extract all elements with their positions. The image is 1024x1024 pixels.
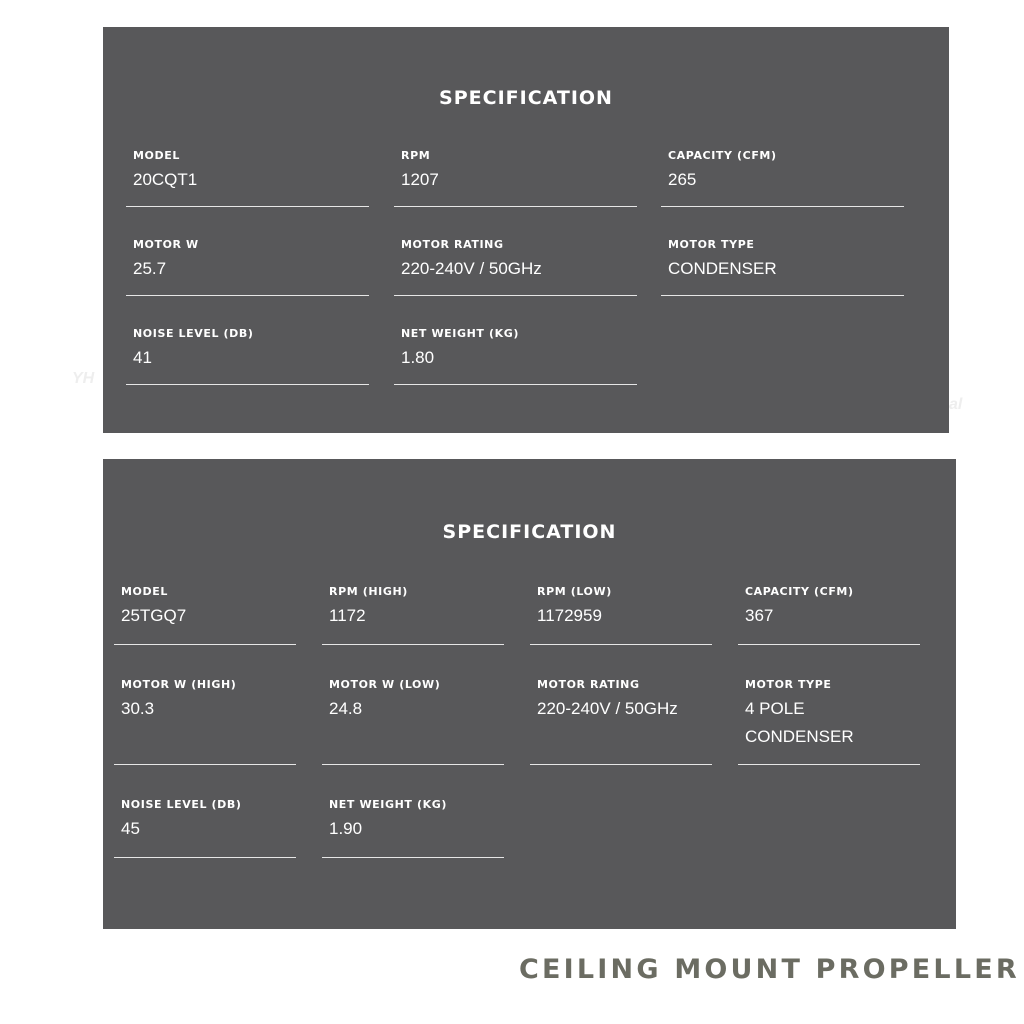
spec-value: 220-240V / 50GHz (537, 699, 678, 718)
spec-value: 25TGQ7 (121, 606, 187, 625)
spec-value: 25.7 (133, 259, 167, 278)
spec-label: MODEL (133, 149, 180, 162)
spec-label: MOTOR RATING (537, 678, 640, 691)
spec-rpm-high (322, 585, 504, 645)
spec-value: 1.90 (329, 819, 363, 838)
spec-label: NOISE LEVEL (DB) (133, 327, 254, 340)
spec-label: MOTOR W (LOW) (329, 678, 441, 691)
spec-label: MOTOR W (HIGH) (121, 678, 237, 691)
spec-rpm-low (530, 585, 712, 645)
spec-value: 1207 (401, 170, 439, 189)
spec-label: MOTOR TYPE (668, 238, 755, 251)
spec-value: 4 POLE (745, 699, 805, 718)
spec-motor-type (738, 678, 920, 765)
spec-label: MODEL (121, 585, 168, 598)
spec-value: 45 (121, 819, 140, 838)
spec-capacity (738, 585, 920, 645)
spec-motor-type (661, 238, 904, 296)
spec-net-weight (322, 798, 504, 858)
specification-panel-1 (103, 27, 949, 433)
spec-value: 24.8 (329, 699, 363, 718)
spec-capacity (661, 149, 904, 207)
spec-value: 1172 (329, 606, 366, 625)
footer-title: CEILING MOUNT PROPELLER (519, 954, 1020, 985)
panel-title: SPECIFICATION (439, 87, 613, 109)
panel-title: SPECIFICATION (442, 521, 617, 543)
spec-model (126, 149, 369, 207)
spec-value: 20CQT1 (133, 170, 198, 189)
spec-motor-w-high (114, 678, 296, 765)
spec-model (114, 585, 296, 645)
spec-label: NOISE LEVEL (DB) (121, 798, 242, 811)
spec-motor-rating (530, 678, 712, 765)
spec-value: 41 (133, 348, 152, 367)
spec-label: CAPACITY (CFM) (668, 149, 777, 162)
spec-value-line-2: CONDENSER (745, 727, 854, 746)
spec-label: MOTOR RATING (401, 238, 504, 251)
spec-label: RPM (401, 149, 431, 162)
spec-label: MOTOR TYPE (745, 678, 832, 691)
specification-panel-2 (103, 459, 956, 929)
spec-motor-rating (394, 238, 637, 296)
spec-label: RPM (LOW) (537, 585, 612, 598)
spec-value: 30.3 (121, 699, 155, 718)
spec-value: CONDENSER (668, 259, 777, 278)
spec-label: NET WEIGHT (KG) (329, 798, 447, 811)
spec-motor-w (126, 238, 369, 296)
spec-value: 1172959 (537, 606, 602, 625)
spec-label: RPM (HIGH) (329, 585, 408, 598)
watermark-left: YH (72, 370, 95, 387)
spec-value: 1.80 (401, 348, 435, 367)
spec-value: 265 (668, 170, 697, 189)
spec-net-weight (394, 327, 637, 385)
spec-noise-level (114, 798, 296, 858)
watermark-right: al (949, 396, 963, 413)
spec-noise-level (126, 327, 369, 385)
spec-motor-w-low (322, 678, 504, 765)
spec-label: NET WEIGHT (KG) (401, 327, 519, 340)
spec-label: MOTOR W (133, 238, 199, 251)
spec-label: CAPACITY (CFM) (745, 585, 854, 598)
spec-rpm (394, 149, 637, 207)
spec-value: 220-240V / 50GHz (401, 259, 542, 278)
spec-value: 367 (745, 606, 774, 625)
